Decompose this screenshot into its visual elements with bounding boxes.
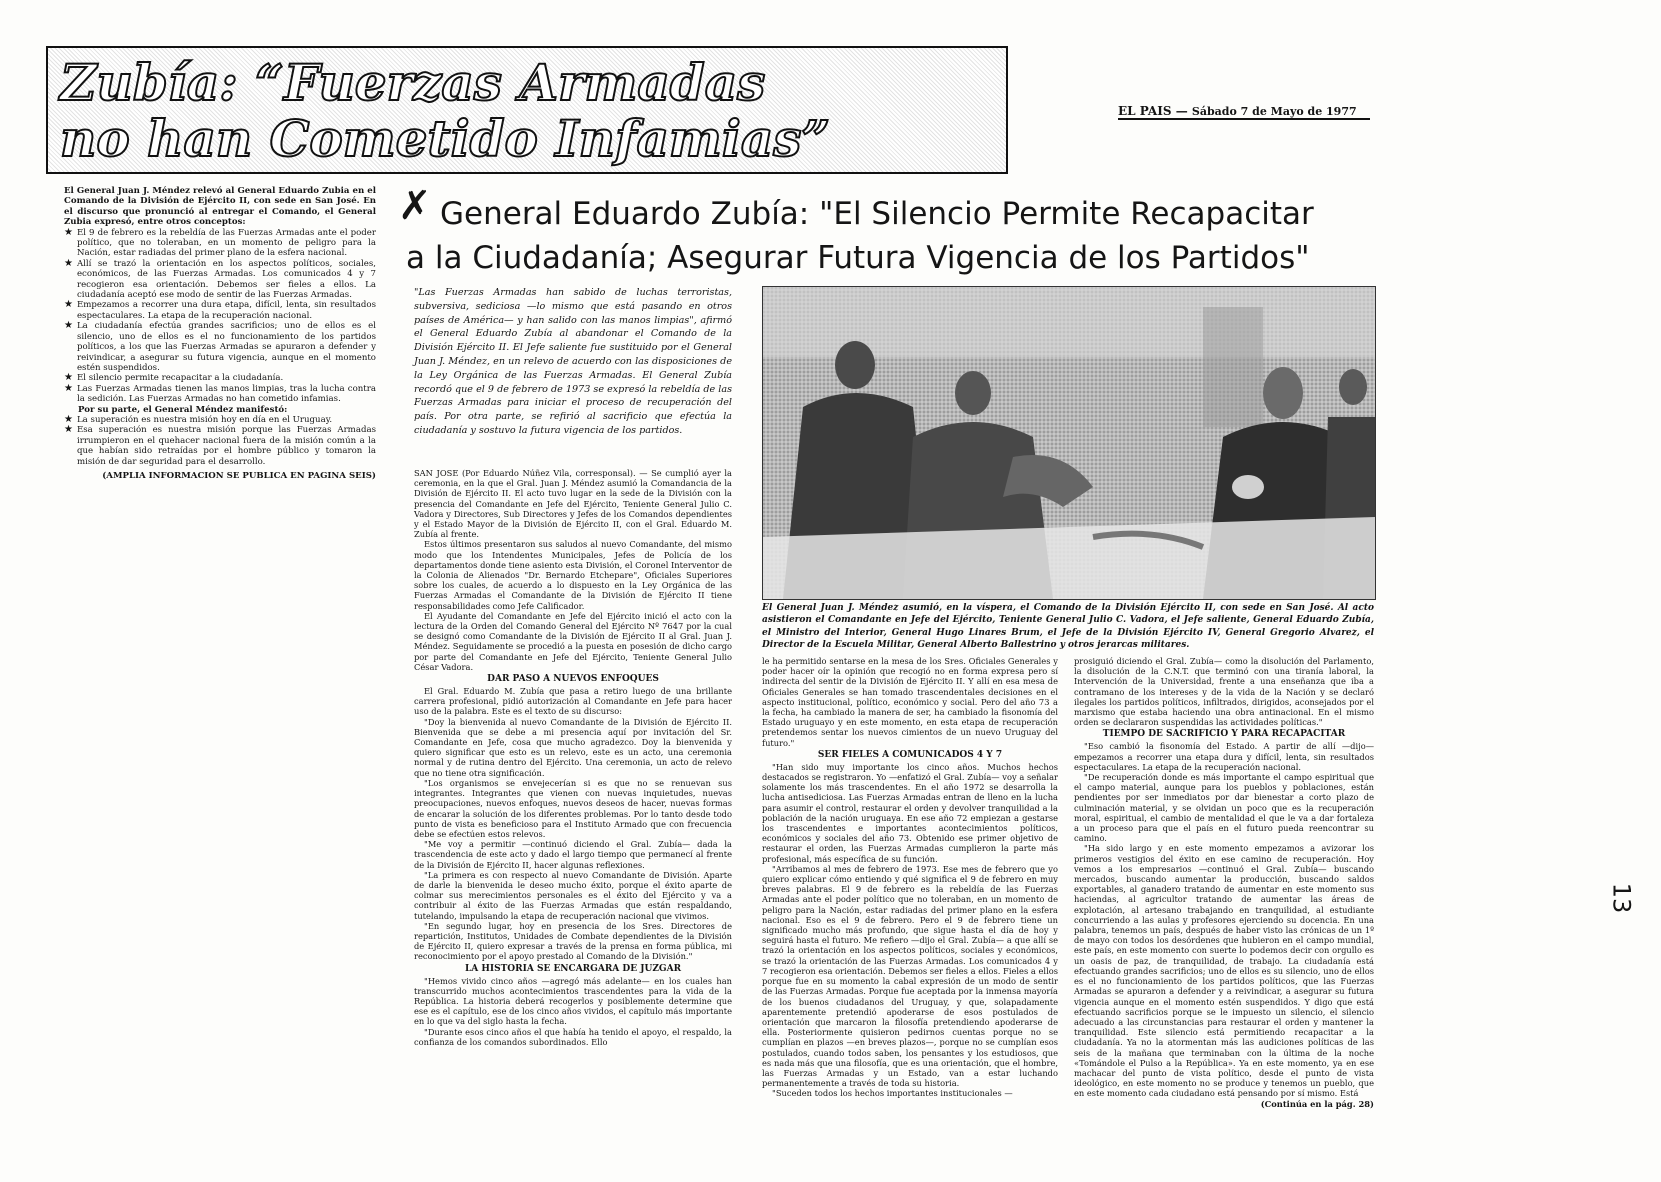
summary-bullet: ★ El silencio permite recapacitar a la ciudadanía. — [64, 372, 284, 384]
masthead-date: Sábado 7 de Mayo de 1977 — [1191, 105, 1357, 118]
headline-line1: Zubía: “Fuerzas Armadas — [60, 53, 766, 112]
news-photo — [762, 286, 1376, 600]
main-headline-line1: General Eduardo Zubía: "El Silencio Permite Recapacitar — [440, 196, 1314, 232]
star-icon: ★ — [64, 382, 73, 394]
dateline: SAN JOSE (Por Eduardo Núñez Vila, corresponsal). — Se cumplió ayer la ceremonia, en la que el Gral. Juan J. Méndez asumió la Comandancia de la División de Ejército II. El acto tuvo lugar en la sede de la División con la presencia del Comandante en Jefe del Ejército, Teniente General Julio C. Vadora y Directores, Sub Directores y Jefes de los Comandos dependientes y el Estado Mayor de la División de Ejército II, con el Gral. Eduardo M. Zubía al frente. — [414, 468, 732, 540]
mendez-intro: Por su parte, el General Méndez manifestó: — [78, 404, 288, 415]
body-paragraph: "Eso cambió la fisonomía del Estado. A partir de allí —dijo— empezamos a recorrer una etapa dura y difícil, lenta, sin resultados espectaculares. La etapa de la recuperación nacional. — [1074, 741, 1374, 772]
masthead-dash: — — [1175, 104, 1188, 118]
star-icon: ★ — [64, 299, 73, 311]
photo-scene-image — [763, 287, 1375, 599]
body-paragraph: "La primera es con respecto al nuevo Comandante de División. Aparte de darle la bienvenida le deseo mucho éxito, porque el éxito aparte de colmar sus merecimientos personales es el éxito del Ejército y va a contribuir al éxito de las Fuerzas Armadas que están respaldando, tutelando, impulsando la etapa de recuperación nacional que vivimos. — [414, 869, 732, 921]
article-column-b — [762, 656, 1058, 1099]
summary-bullet: ★ La ciudadanía efectúa grandes sacrificios; uno de ellos es el silencio, uno de ellos es el no funcionamiento de los partidos políticos, a los que las Fuerzas Armadas se apuraron a defender y reivindicar, a asegurar su futura vigencia, aunque en el momento estén suspendidos. — [64, 320, 376, 373]
masthead — [1118, 104, 1370, 120]
lede-paragraph: "Las Fuerzas Armadas han sabido de luchas terroristas, subversiva, sediciosa —lo mismo que está pasando en otros países de América— y han salido con las manos limpias", afirmó el General Eduardo Zubía al abandonar el Comando de la División Ejército II. El Jefe saliente fue sustituido por el General Juan J. Méndez, en un relevo de acuerdo con las disposiciones de la Ley Orgánica de las Fuerzas Armadas. El General Zubía recordó que el 9 de febrero de 1973 se expresó la rebeldía de las Fuerzas Armadas para iniciar el proceso de recuperación del país. Por otra parte, se refirió al sacrificio que efectúa la ciudadanía y sostuvo la futura vigencia de los partidos. — [414, 287, 732, 436]
subheading: LA HISTORIA SE ENCARGARA DE JUZGAR — [464, 963, 682, 974]
x-mark-icon: ✗ — [398, 183, 432, 229]
summary-column — [64, 186, 376, 481]
star-icon: ★ — [64, 424, 73, 436]
body-paragraph: "Los organismos se envejecerían si es que no se renuevan sus integrantes. Integrantes que vienen con nuevas inquietudes, nuevas preocupaciones, nuevos enfoques, nuevos deseos de hacer, nuevas formas de encarar la solución de los diferentes problemas. Por lo tanto desde todo punto de vista es beneficioso para el Instituto Armado que con frecuencia debe se efectúen estos relevos. — [414, 777, 732, 839]
body-paragraph: El Gral. Eduardo M. Zubía que pasa a retiro luego de una brillante carrera profesional, pidió autorización al Comandante en Jefe para hacer uso de la palabra. Este es el texto de su discurso: — [414, 686, 732, 717]
subheading: DAR PASO A NUEVOS ENFOQUES — [487, 674, 659, 685]
star-icon: ★ — [64, 372, 73, 384]
body-paragraph: prosiguió diciendo el Gral. Zubía— como la disolución del Parlamento, la disolución de la C.N.T. que terminó con una tiranía laboral, la Intervención de la Universidad, frente a una enseñanza que iba a contramano de los intereses y de la vida de la Nación y se declaró ilegales los partidos políticos, infiltrados, dirigidos, aconsejados por el marxismo que estaba haciendo una obra antinacional. En el mismo orden se declararon suspendidas las actividades políticas." — [1074, 656, 1374, 728]
star-icon: ★ — [64, 320, 73, 332]
article-column-c — [1074, 656, 1374, 1109]
body-paragraph: "Durante esos cinco años el que había ha tenido el apoyo, el respaldo, la confianza de los comandos subordinados. Ello — [414, 1026, 732, 1047]
body-paragraph: "Hemos vivido cinco años —agregó más adelante— en los cuales han transcurrido muchos acontecimientos trascendentes para la vida de la República. La historia deberá recogerlos y posiblemente determine que ese es el capítulo, ese de los cinco años vividos, el capítulo más importante en lo que va del siglo hasta la fecha. — [414, 975, 732, 1027]
body-paragraph: El Ayudante del Comandante en Jefe del Ejército inició el acto con la lectura de la Orden del Comando General del Ejército Nº 7647 por la cual se designó como Comandante de la División de Ejército II al Gral. Juan J. Méndez. Seguidamente se procedió a la puesta en posesión de dicho cargo por parte del Comandante en Jefe del Ejército, Teniente General Julio César Vadora. — [414, 610, 732, 672]
main-headline — [406, 192, 1375, 280]
star-icon: ★ — [64, 413, 73, 425]
body-paragraph: "Han sido muy importante los cinco años. Muchos hechos destacados se registraron. Yo —enfatizó el Gral. Zubía— voy a señalar solamente los más trascendentes. En el año 1972 se desarrolla la lucha antisediciosa. Las Fuerzas Armadas entran de lleno en la lucha para asumir el control, restaurar el orden y devolver tranquilidad a la población de la nación uruguaya. En ese año 72 empiezan a gestarse los trascendentes e importantes acontecimientos políticos, económicos y sociales del año 73. Obtenido ese primer objetivo de restaurar el orden, las Fuerzas Armadas cumplieron la parte más profesional, más específica de su función. — [762, 761, 1058, 864]
body-paragraph: "Ha sido largo y en este momento empezamos a avizorar los primeros vestigios del éxito en ese camino de recuperación. Hoy vemos a los empresarios —continuó el Gral. Zubía— buscando mercados, buscando aumentar la producción, buscando saldos exportables, al ganadero tratando de aumentar en este momento sus haciendas, al agricultor tratando de aumentar las áreas de explotación, al artesano trabajando en tranquilidad, al estudiante concurriendo a las aulas y profesores ejerciendo su docencia. En una palabra, tenemos un país, después de haber visto las crónicas de un 1º de mayo con todos los desórdenes que hubieron en el campo mundial, este país, en este momento con suerte lo podemos decir con orgullo es un oasis de paz, de tranquilidad, de trabajo. La ciudadanía está efectuando grandes sacrificios; uno de ellos es su silencio, uno de ellos es el no funcionamiento de los partidos políticos, que las Fuerzas Armadas se apuraron a defender y a reivindicar, a asegurar su futura vigencia aunque en el momento estén suspendidos. Y digo que está efectuando sacrificios porque se le impuesto un silencio, el silencio adecuado a las circunstancias para restaurar el orden y mantener la tranquilidad. Este silencio está permitiendo recapacitar a la ciudadanía. Ya no la atormentan más las audiciones políticas de las seis de la mañana que terminaban con la última de la noche «Tomándole el Pulso a la República». Ya en este momento, ya en ese machacar del punto de vista político, desde el punto de vista ideológico, en este momento no se produce y tenemos un pueblo, que en este momento cada ciudadano está pensando por sí mismo. Está — [1074, 843, 1374, 1099]
summary-bullet: ★ El 9 de febrero es la rebeldía de las Fuerzas Armadas ante el poder político, que no toleraban, en un momento de peligro para la Nación, estar radiadas del primer plano de la esfera nacional. — [64, 226, 376, 259]
summary-bullet: ★ Las Fuerzas Armadas tienen las manos limpias, tras la lucha contra la sedición. Las Fuerzas Armadas no han cometido infamias. — [64, 382, 376, 405]
summary-bullet: ★ La superación es nuestra misión hoy en día en el Uruguay. — [64, 413, 333, 425]
body-paragraph: Estos últimos presentaron sus saludos al nuevo Comandante, del mismo modo que los Intendentes Municipales, Jefes de Policía de los departamentos donde tiene asiento esta División, el Coronel Interventor de la Colonia de Alienados "Dr. Bernardo Etchepare", Oficiales Superiores sobre los cuales, de acuerdo a lo dispuesto en la Ley Orgánica de las Fuerzas Armadas el Comandante de la División de Ejército II tiene responsabilidades como Jefe Calificador. — [414, 539, 732, 611]
body-paragraph: "Suceden todos los hechos importantes institucionales — — [772, 1088, 1013, 1099]
photo-caption: El General Juan J. Méndez asumió, en la víspera, el Comando de la División Ejército II, con sede en San José. Al acto asistieron el Comandante en Jefe del Ejército, Teniente General Julio C. Vadora, el Jefe saliente, General Eduardo Zubía, el Ministro del Interior, General Hugo Linares Brum, el Jefe de la División Ejército IV, General Gregorio Alvarez, el Director de la Escuela Militar, General Alberto Ballestrino y otros jerarcas militares. — [762, 603, 1374, 651]
paper-name: EL PAIS — [1118, 104, 1172, 118]
subheading: SER FIELES A COMUNICADOS 4 Y 7 — [817, 749, 1003, 760]
body-paragraph: le ha permitido sentarse en la mesa de los Sres. Oficiales Generales y poder hacer oír la opinión que recogió no en forma expresa pero sí indirecta del sentir de la División de Ejército II. Y allí en esa mesa de Oficiales Generales se han tomado trascendentales decisiones en el aspecto institucional, político, económico y social. Pero del año 73 a la fecha, ha cambiado la manera de ser, ha cambiado la fisonomía del Estado uruguayo y en este momento, en esta etapa de recuperación pretendemos sentar los nuevos cimientos de un nuevo Uruguay del futuro." — [762, 656, 1058, 748]
article-column-a — [414, 468, 732, 1047]
page-number: 13 — [1607, 882, 1636, 914]
headline-line2: no han Cometido Infamias” — [60, 109, 831, 168]
summary-bullet: ★ Esa superación es nuestra misión porque las Fuerzas Armadas irrumpieron en el quehacer nacional fuera de la misión común a la que habían sido retraídas por el hombre público y tomaron la misión de dar seguridad para el desarrollo. — [64, 424, 376, 467]
body-paragraph: "En segundo lugar, hoy en presencia de los Sres. Directores de repartición, Institutos, Unidades de Combate dependientes de la División de Ejército II, quiero expresar a través de la prensa en forma pública, mi reconocimiento por el apoyo prestado al Comando de la División." — [414, 920, 732, 962]
summary-bullet: ★ Allí se trazó la orientación en los aspectos políticos, sociales, económicos, de las Fuerzas Armadas. Los comunicados 4 y 7 recogieron esa orientación. Debemos ser fieles a ellos. La ciudadanía aceptó ese modo de sentir de las Fuerzas Armadas. — [64, 257, 376, 301]
summary-bullet: ★ Empezamos a recorrer una dura etapa, difícil, lenta, sin resultados espectaculares. La etapa de la recuperación nacional. — [64, 299, 376, 321]
continue-note: (Continúa en la pág. 28) — [1260, 1098, 1374, 1109]
summary-intro: El General Juan J. Méndez relevó al General Eduardo Zubia en el Comando de la División de Ejército II, con sede en San José. En el discurso que pronunció al entregar el Comando, el General Zubia expresó, entre otros conceptos: — [64, 186, 376, 228]
body-paragraph: "De recuperación donde es más importante el campo espiritual que el campo material, aunque para los pueblos y poblaciones, están pendientes por ser inmediatos por dar bienestar a corto plazo de culminación material, y se olvidan un poco que es la recuperación moral, espiritual, el cambio de mentalidad el que le va a dar fortaleza a un proceso para que el país en el futuro pueda reencontrar su camino. — [1074, 772, 1374, 844]
body-paragraph: "Arribamos al mes de febrero de 1973. Ese mes de febrero que yo quiero explicar cómo entiendo y qué significa el 9 de febrero en muy breves palabras. El 9 de febrero es la rebeldía de las Fuerzas Armadas ante el poder político que no toleraban, en un momento de peligro para la Nación, estar radiadas del primer plano en la esfera nacional. Eso es el 9 de febrero. Pero el 9 de febrero tiene un significado mucho más profundo, que sigue hasta el día de hoy y seguirá hasta el futuro. Me refiero —dijo el Gral. Zubía— a que allí se trazó la orientación en los aspectos políticos, sociales y económicos, se trazó la orientación de las Fuerzas Armadas. Los comunicados 4 y 7 recogieron esa orientación. Debemos ser fieles a ellos. Fieles a ellos porque fue en su momento la cabal expresión de un modo de sentir de las Fuerzas Armadas. Porque fue aceptada por la inmensa mayoría de los buenos ciudadanos del Uruguay, y que, solapadamente aparentemente pretendió apoderarse de esos postulados de orientación que marcaron la filosofía pretendiendo apoderarse de ella. Posteriormente quisieron pedirnos cuentas porque no se cumplían en plazos —en breves plazos—, porque no se cumplían esos postulados, cuando todos saben, los pensantes y los estudiosos, que es nada más que una filosofía, que es una orientación, que el hombre, las Fuerzas Armadas y un Estado, van a estar luchando permanentemente a través de toda su historia. — [762, 863, 1058, 1089]
star-icon: ★ — [64, 226, 73, 238]
star-icon: ★ — [64, 257, 73, 269]
body-paragraph: "Doy la bienvenida al nuevo Comandante de la División de Ejército II. Bienvenida que se debe a mi presencia aquí por invitación del Sr. Comandante en Jefe, cosa que mucho agradezco. Doy la bienvenida y quiero significar que esto es un relevo, este es un acto, una ceremonia normal y de rutina dentro del Ejército. Una ceremonia, un acto de relevo que no tiene otra significación. — [414, 716, 732, 778]
subheading: TIEMPO DE SACRIFICIO Y PARA RECAPACITAR — [1102, 729, 1346, 740]
main-headline-line2: a la Ciudadanía; Asegurar Futura Vigencia de los Partidos" — [406, 240, 1310, 276]
headline-box — [46, 46, 1008, 174]
summary-footnote: (AMPLIA INFORMACION SE PUBLICA EN PAGINA SEIS) — [102, 470, 376, 481]
body-paragraph: "Me voy a permitir —continuó diciendo el Gral. Zubía— dada la trascendencia de este acto y dado el largo tiempo que permanecí al frente de la División de Ejército II, hacer algunas reflexiones. — [414, 839, 732, 870]
